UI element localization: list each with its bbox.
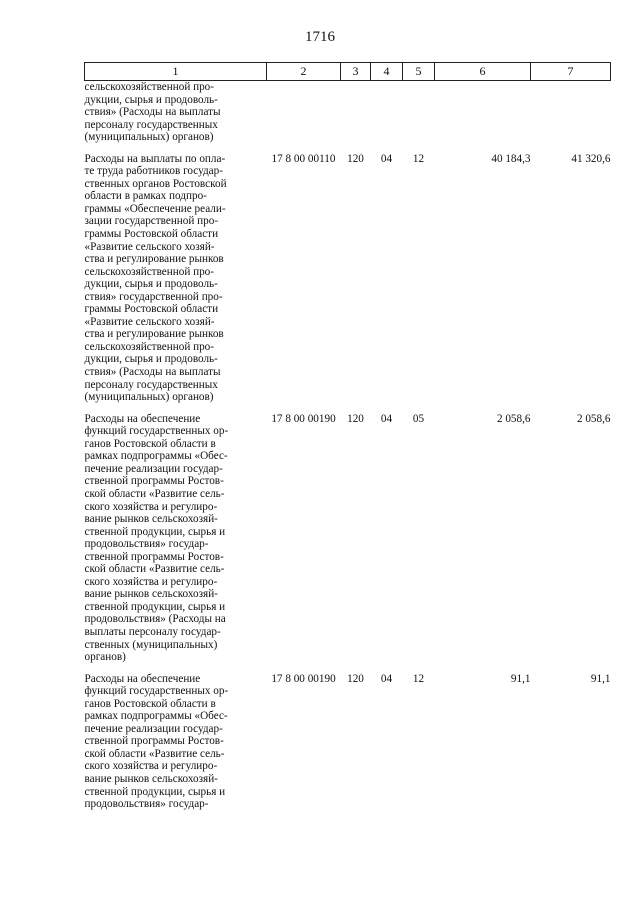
description-line: ственной продукции, сырья и (84, 785, 226, 798)
description-line: ственных органов Ростовской (84, 177, 227, 190)
section-cell-value: 04 (380, 152, 393, 165)
description-line: ганов Ростовской области в (84, 437, 216, 450)
expense-type-cell-value: 120 (347, 152, 364, 165)
subsection-cell (403, 153, 435, 404)
description-line: ствия» государственной про- (84, 290, 223, 303)
description-line: сельскохозяйственной про- (84, 340, 215, 353)
row-spacer (85, 664, 611, 673)
column-header-1: 1 (85, 63, 267, 81)
description-line: ственных (муниципальных) (84, 638, 218, 651)
target-code-cell-value: 17 8 00 00190 (271, 412, 336, 425)
row-spacer (85, 144, 611, 153)
description-line: граммы «Обеспечение реали- (84, 202, 226, 215)
description-line: вание рынков сельскохозяй- (84, 588, 218, 601)
continuation-row (85, 81, 611, 144)
description-line: дукции, сырья и продоволь- (84, 93, 218, 106)
description-line: продовольствия» государ- (84, 798, 209, 811)
description-line: дукции, сырья и продоволь- (84, 278, 218, 291)
continuation-text (85, 81, 267, 144)
description-line: ского хозяйства и регулиро- (84, 760, 218, 773)
description-line: персоналу государственных (84, 378, 218, 391)
description-line: ской области «Развитие сель- (84, 487, 225, 500)
subsection-cell (403, 673, 435, 811)
description-line: рамках подпрограммы «Обес- (84, 450, 228, 463)
description-line: области в рамках подпро- (84, 190, 207, 203)
description-line: сельскохозяйственной про- (84, 81, 215, 93)
budget-table (84, 62, 611, 811)
description-line: (муниципальных) органов) (84, 391, 214, 404)
expense-description (85, 153, 267, 404)
description-line: дукции, сырья и продоволь- (84, 353, 218, 366)
target-code-cell (267, 413, 341, 664)
description-line: ственной программы Ростов- (84, 550, 224, 563)
column-header-7: 7 (531, 63, 611, 81)
amount-year2-cell (531, 673, 611, 811)
description-line: граммы Ростовской области (84, 303, 219, 316)
amount-year2-cell-value: 91,1 (590, 672, 611, 685)
description-line: граммы Ростовской области (84, 228, 219, 241)
column-header-5: 5 (403, 63, 435, 81)
amount-year1-cell (435, 413, 531, 664)
description-line: ственной программы Ростов- (84, 475, 224, 488)
description-line: ствия» (Расходы на выплаты (84, 106, 221, 119)
section-cell (371, 413, 403, 664)
description-line: ской области «Развитие сель- (84, 747, 225, 760)
expense-description (85, 673, 267, 811)
amount-year1-cell-value: 2 058,6 (496, 412, 531, 425)
expense-description (85, 413, 267, 664)
target-code-cell (267, 153, 341, 404)
description-line: ского хозяйства и регулиро- (84, 500, 218, 513)
description-line: ской области «Развитие сель- (84, 563, 225, 576)
description-line: «Развитие сельского хозяй- (84, 315, 215, 328)
description-line: те труда работников государ- (84, 165, 223, 178)
description-line: органов) (84, 651, 126, 664)
description-line: функций государственных ор- (84, 425, 229, 438)
description-line: персоналу государственных (84, 118, 218, 131)
description-line: вание рынков сельскохозяй- (84, 772, 218, 785)
expense-type-cell-value: 120 (347, 672, 364, 685)
column-header-3: 3 (341, 63, 371, 81)
description-line: печение реализации государ- (84, 462, 223, 475)
subsection-cell-value: 12 (412, 672, 425, 685)
amount-year1-cell-value: 91,1 (510, 672, 531, 685)
expense-type-cell-value: 120 (347, 412, 364, 425)
description-line: Расходы на выплаты по опла- (84, 152, 226, 165)
description-line: Расходы на обеспечение (84, 672, 201, 685)
subsection-cell-value: 05 (412, 412, 425, 425)
amount-year1-cell (435, 673, 531, 811)
description-line: продовольствия» государ- (84, 538, 209, 551)
description-line: ственной продукции, сырья и (84, 600, 226, 613)
description-line: зации государственной про- (84, 215, 219, 228)
table-row (85, 413, 611, 664)
section-cell-value: 04 (380, 412, 393, 425)
amount-year1-cell-value: 40 184,3 (491, 152, 531, 165)
amount-year2-cell-value: 2 058,6 (576, 412, 611, 425)
header-row (85, 63, 611, 81)
amount-year2-cell (531, 153, 611, 404)
description-line: сельскохозяйственной про- (84, 265, 215, 278)
row-spacer (85, 404, 611, 413)
column-header-2: 2 (267, 63, 341, 81)
expense-type-cell (341, 673, 371, 811)
table-row (85, 153, 611, 404)
description-line: Расходы на обеспечение (84, 412, 201, 425)
section-cell (371, 673, 403, 811)
section-cell-value: 04 (380, 672, 393, 685)
description-line: (муниципальных) органов) (84, 131, 214, 144)
description-line: ства и регулирование рынков (84, 328, 224, 341)
target-code-cell-value: 17 8 00 00190 (271, 672, 336, 685)
amount-year2-cell (531, 413, 611, 664)
section-cell (371, 153, 403, 404)
description-line: рамках подпрограммы «Обес- (84, 710, 228, 723)
page-number: 1716 (305, 29, 335, 45)
description-line: ганов Ростовской области в (84, 697, 216, 710)
column-header-6: 6 (435, 63, 531, 81)
description-line: функций государственных ор- (84, 685, 229, 698)
table-row (85, 673, 611, 811)
expense-type-cell (341, 153, 371, 404)
subsection-cell (403, 413, 435, 664)
target-code-cell-value: 17 8 00 00110 (271, 152, 336, 165)
description-line: ского хозяйства и регулиро- (84, 575, 218, 588)
description-line: ствия» (Расходы на выплаты (84, 366, 221, 379)
description-line: печение реализации государ- (84, 722, 223, 735)
column-header-4: 4 (371, 63, 403, 81)
target-code-cell (267, 673, 341, 811)
description-line: ства и регулирование рынков (84, 253, 224, 266)
description-line: продовольствия» (Расходы на (84, 613, 226, 626)
description-line: ственной продукции, сырья и (84, 525, 226, 538)
amount-year2-cell-value: 41 320,6 (571, 152, 611, 165)
description-line: «Развитие сельского хозяй- (84, 240, 215, 253)
subsection-cell-value: 12 (412, 152, 425, 165)
description-line: вание рынков сельскохозяй- (84, 513, 218, 526)
description-line: ственной программы Ростов- (84, 735, 224, 748)
amount-year1-cell (435, 153, 531, 404)
description-line: выплаты персоналу государ- (84, 625, 221, 638)
expense-type-cell (341, 413, 371, 664)
